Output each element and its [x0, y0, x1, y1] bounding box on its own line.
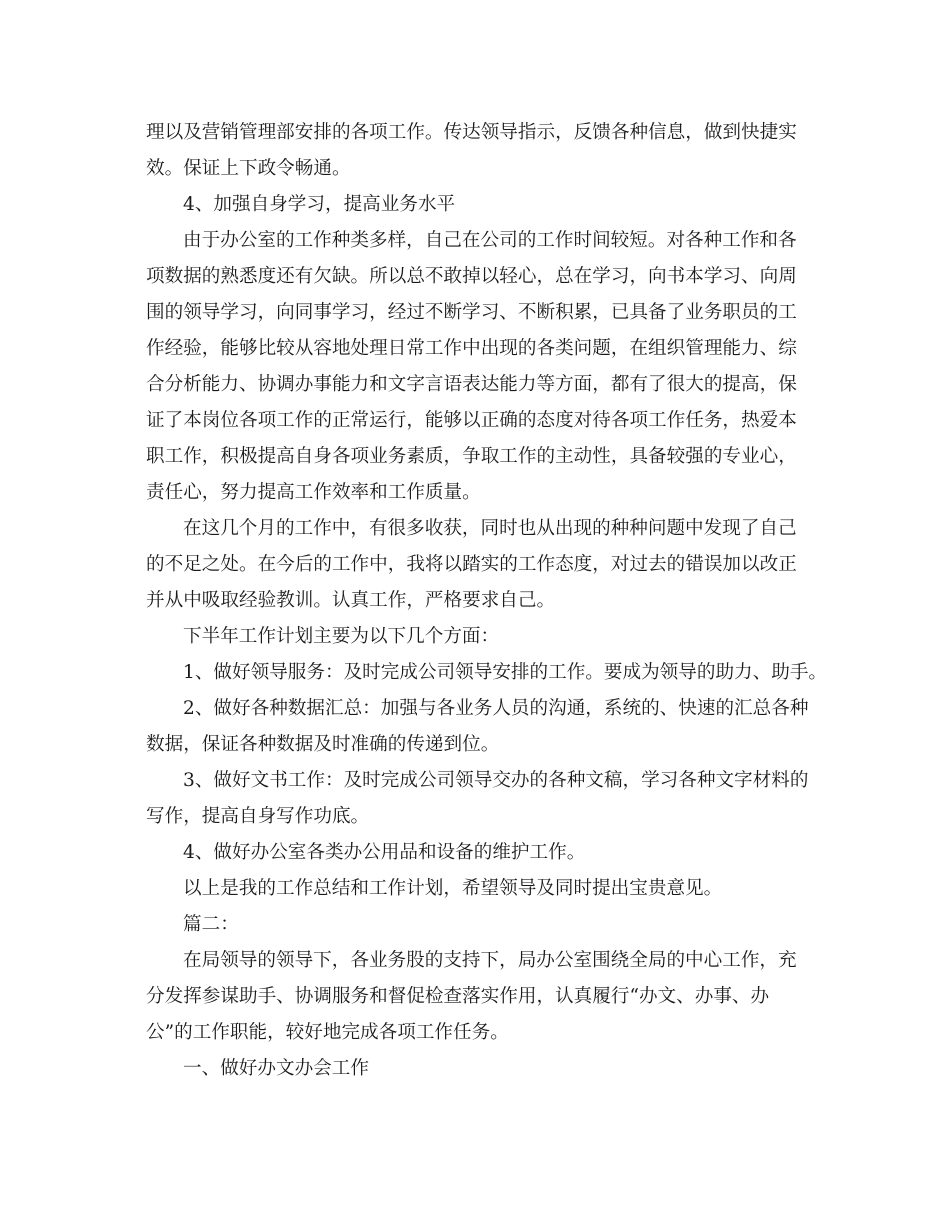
document-body: [146, 115, 826, 1087]
text-line: 数据，保证各种数据及时准确的传递到位。: [146, 734, 500, 755]
text-line: 由于办公室的工作种类多样，自己在公司的工作时间较短。对各种工作和各: [183, 230, 797, 251]
text-line: 3、做好文书工作：及时完成公司领导交办的各种文稿，学习各种文字材料的: [183, 770, 809, 791]
text-line: 并从中吸取经验教训。认真工作，严格要求自己。: [146, 590, 556, 611]
text-line: 4、加强自身学习，提高业务水平: [183, 194, 456, 215]
text-line: 职工作，积极提高自身各项业务素质，争取工作的主动性，具备较强的专业心，: [146, 446, 797, 467]
text-line: 写作，提高自身写作功底。: [146, 806, 370, 827]
text-line: 一、做好办文办会工作: [183, 1058, 369, 1079]
text-line: 合分析能力、协调办事能力和文字言语表达能力等方面，都有了很大的提高，保: [146, 374, 797, 395]
text-line: 围的领导学习，向同事学习，经过不断学习、不断积累，已具备了业务职员的工: [146, 302, 797, 323]
text-line: 篇二：: [183, 914, 239, 935]
text-line: 分发挥参谋助手、协调服务和督促检查落实作用，认真履行“办文、办事、办: [146, 986, 770, 1007]
text-line: 的不足之处。在今后的工作中，我将以踏实的工作态度，对过去的错误加以改正: [146, 554, 797, 575]
text-line: 1、做好领导服务：及时完成公司领导安排的工作。要成为领导的助力、助手。: [183, 662, 828, 683]
text-line: 以上是我的工作总结和工作计划，希望领导及同时提出宝贵意见。: [183, 878, 723, 899]
text-line: 理以及营销管理部安排的各项工作。传达领导指示，反馈各种信息，做到快捷实: [146, 122, 797, 143]
text-line: 证了本岗位各项工作的正常运行，能够以正确的态度对待各项工作任务，热爱本: [146, 410, 797, 431]
text-line: 4、做好办公室各类办公用品和设备的维护工作。: [183, 842, 586, 863]
text-line: 公”的工作职能，较好地完成各项工作任务。: [146, 1022, 509, 1043]
text-line: 效。保证上下政令畅通。: [146, 158, 351, 179]
text-line: 责任心，努力提高工作效率和工作质量。: [146, 482, 481, 503]
text-line: 在这几个月的工作中，有很多收获，同时也从出现的种种问题中发现了自己: [183, 518, 797, 539]
text-line: 作经验，能够比较从容地处理日常工作中出现的各类问题，在组织管理能力、综: [146, 338, 797, 359]
text-line: 项数据的熟悉度还有欠缺。所以总不敢掉以轻心，总在学习，向书本学习、向周: [146, 266, 797, 287]
text-line: 在局领导的领导下，各业务股的支持下，局办公室围绕全局的中心工作，充: [183, 950, 797, 971]
text-line: 2、做好各种数据汇总：加强与各业务人员的沟通，系统的、快速的汇总各种: [183, 698, 809, 719]
text-line: 下半年工作计划主要为以下几个方面：: [183, 626, 500, 647]
